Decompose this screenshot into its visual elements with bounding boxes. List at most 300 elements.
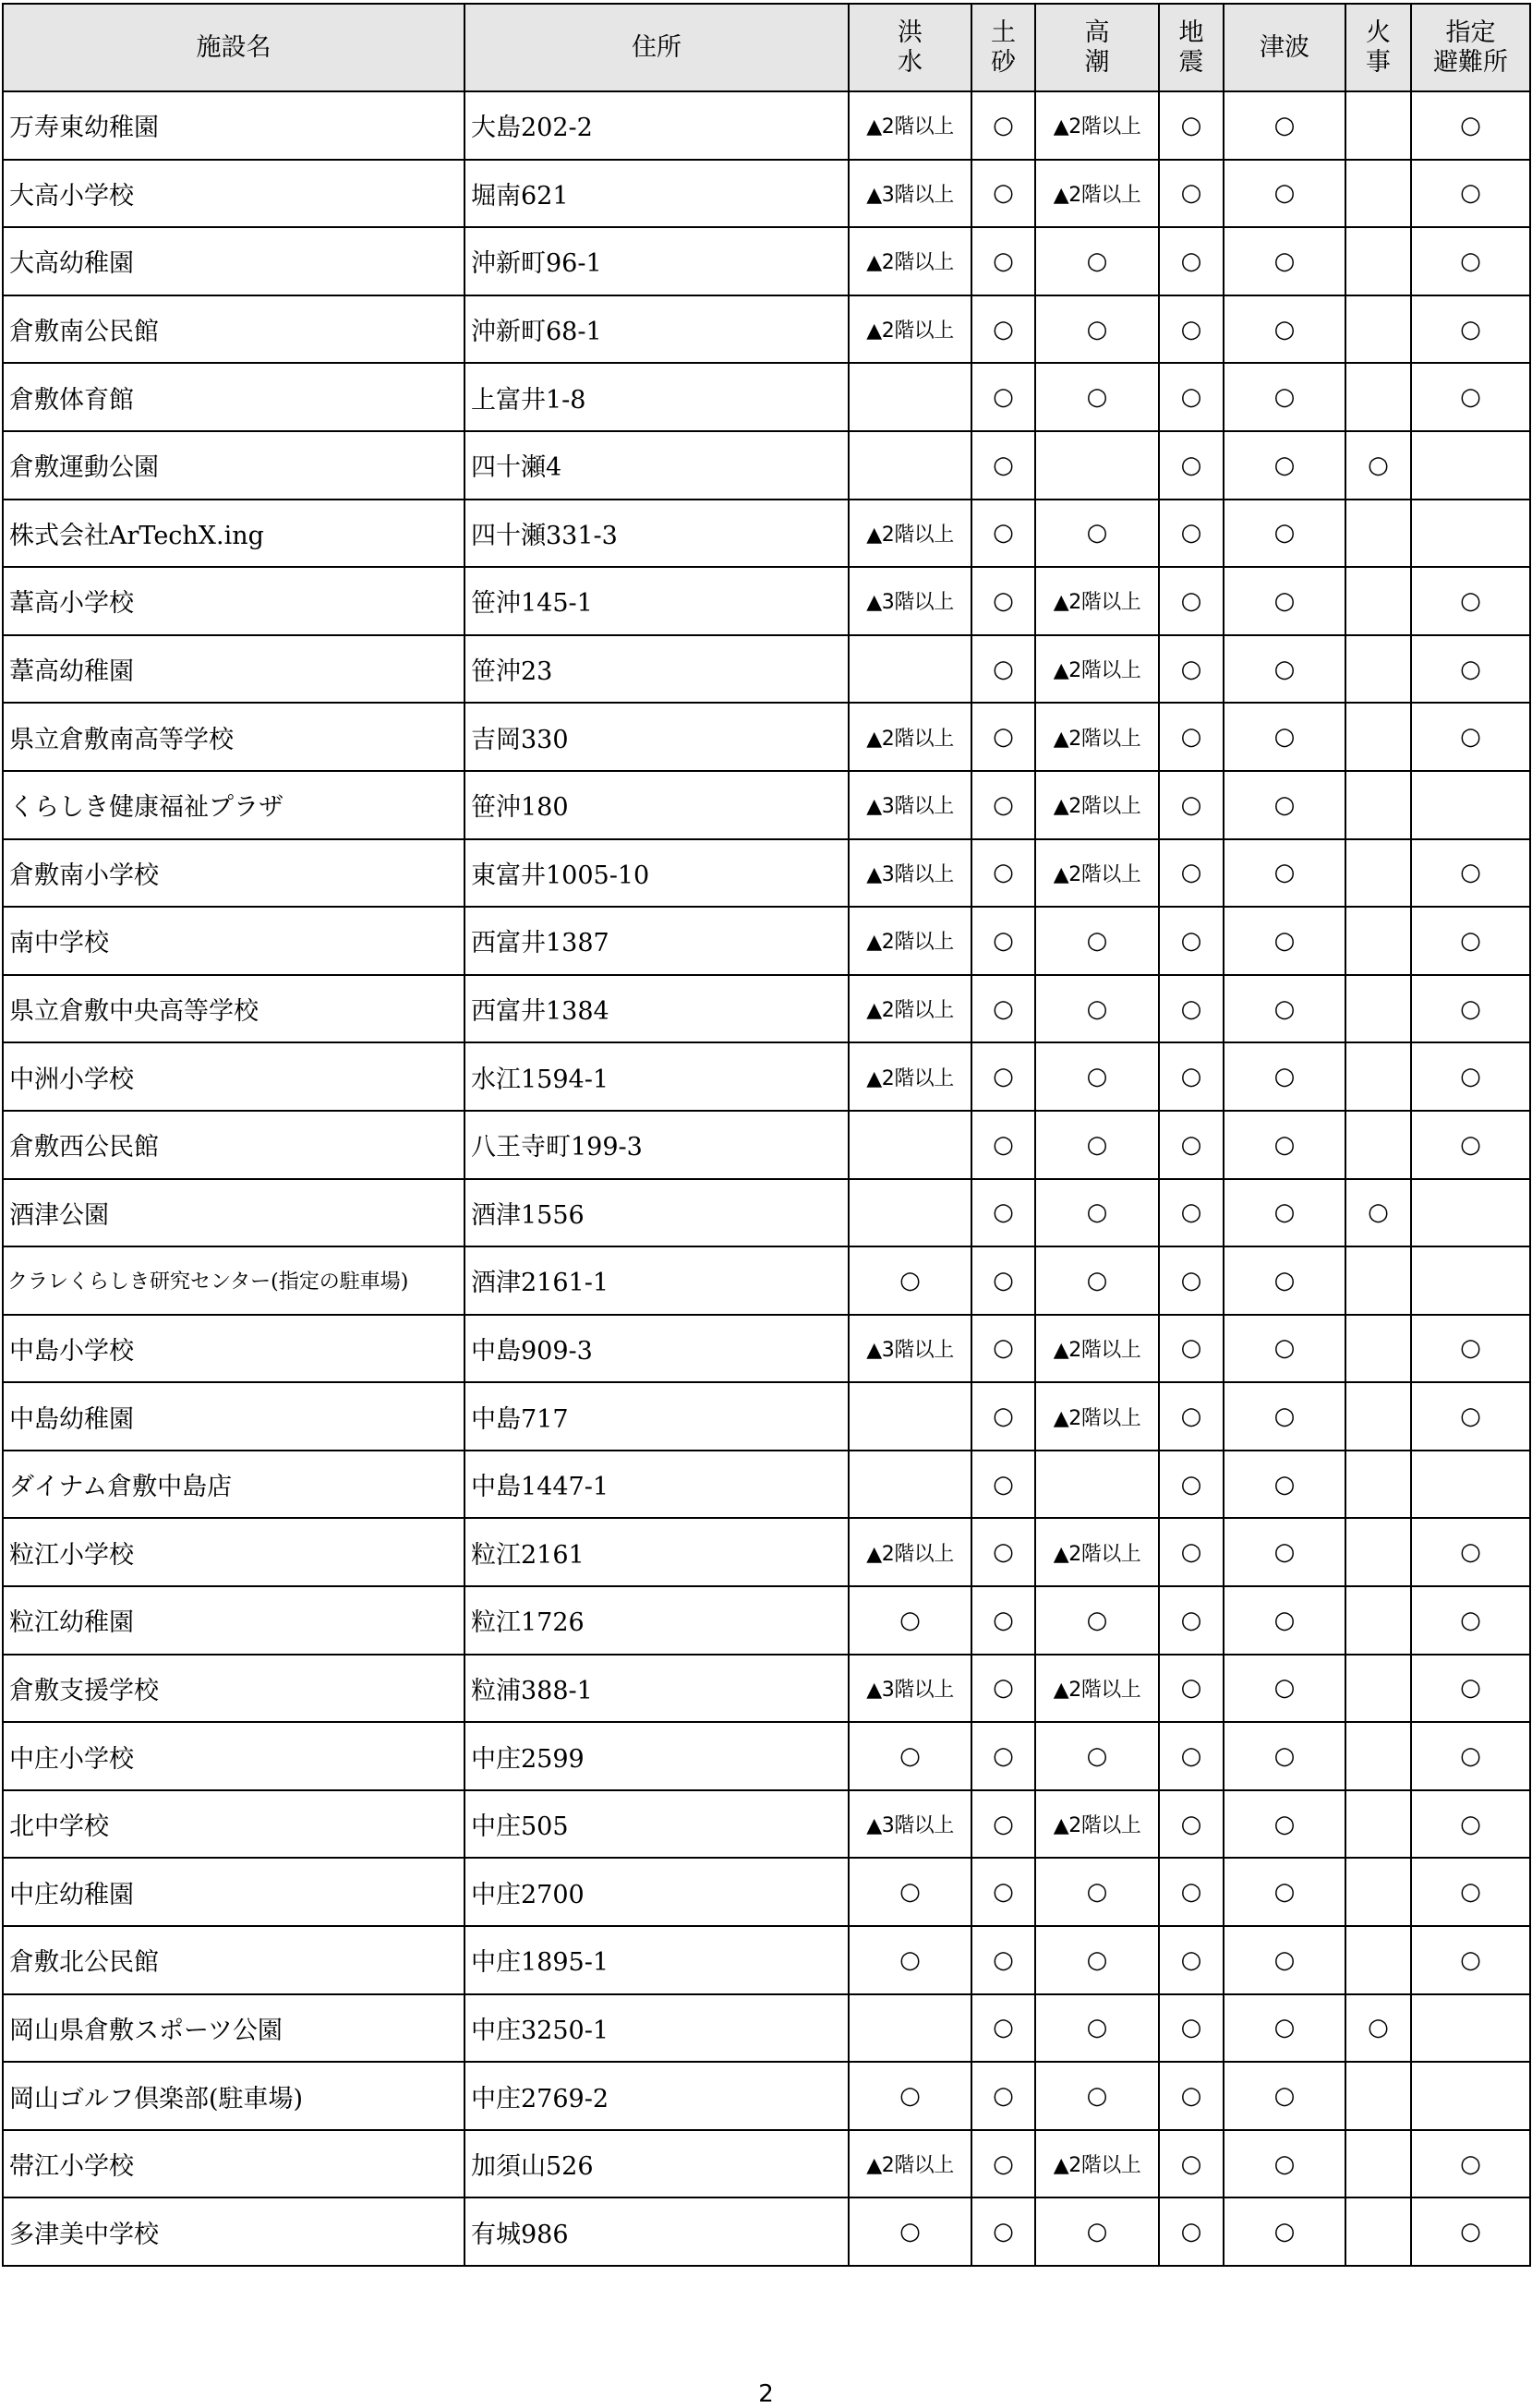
storm-surge-cell: ○ [1035,500,1159,568]
designated-shelter-cell: ○ [1411,2130,1530,2198]
header-tsunami: 津波 [1224,4,1345,91]
landslide-cell: ○ [971,363,1035,431]
landslide-cell: ○ [971,1586,1035,1655]
flood-cell: ○ [849,1858,971,1926]
address-cell: 有城986 [464,2197,849,2266]
fire-cell [1345,703,1411,771]
table-row [3,2130,1530,2198]
address-cell: 粒江2161 [464,1518,849,1586]
address-cell: 上富井1-8 [464,363,849,431]
facility-name-cell: 県立倉敷南高等学校 [3,703,464,771]
earthquake-cell: ○ [1159,1994,1224,2063]
fire-cell [1345,1790,1411,1859]
storm-surge-cell: ○ [1035,227,1159,295]
earthquake-cell: ○ [1159,2062,1224,2130]
facility-name-cell: 葦高小学校 [3,567,464,635]
flood-cell [849,1994,971,2063]
header-storm-surge-line2: 潮 [1084,47,1110,77]
table-row [3,160,1530,228]
facility-name-cell: 粒江小学校 [3,1518,464,1586]
storm-surge-cell: ○ [1035,1042,1159,1111]
tsunami-cell: ○ [1224,1451,1345,1519]
landslide-cell: ○ [971,1451,1035,1519]
fire-cell [1345,1586,1411,1655]
address-cell: 大島202-2 [464,91,849,160]
landslide-cell: ○ [971,91,1035,160]
tsunami-cell: ○ [1224,1586,1345,1655]
fire-cell [1345,1518,1411,1586]
table-row [3,91,1530,160]
fire-cell [1345,1926,1411,1994]
earthquake-cell: ○ [1159,567,1224,635]
flood-cell: ▲2階以上 [849,91,971,160]
storm-surge-cell: ○ [1035,2197,1159,2266]
designated-shelter-cell: ○ [1411,907,1530,975]
fire-cell [1345,227,1411,295]
tsunami-cell: ○ [1224,500,1345,568]
header-storm-surge-line1: 高 [1084,18,1110,47]
header-landslide [971,4,1035,91]
landslide-cell: ○ [971,227,1035,295]
tsunami-cell: ○ [1224,839,1345,908]
facility-name-cell: 中洲小学校 [3,1042,464,1111]
earthquake-cell: ○ [1159,1655,1224,1723]
header-designated-shelter [1411,4,1530,91]
facility-name-cell: 中庄小学校 [3,1722,464,1790]
table-row [3,975,1530,1043]
earthquake-cell: ○ [1159,1382,1224,1451]
facility-name-cell: 県立倉敷中央高等学校 [3,975,464,1043]
fire-cell [1345,1315,1411,1383]
flood-cell [849,1111,971,1179]
flood-cell: ▲2階以上 [849,227,971,295]
flood-cell: ▲2階以上 [849,295,971,364]
flood-cell: ○ [849,1926,971,1994]
tsunami-cell: ○ [1224,1246,1345,1315]
designated-shelter-cell: ○ [1411,635,1530,704]
fire-cell [1345,1722,1411,1790]
storm-surge-cell: ○ [1035,1858,1159,1926]
designated-shelter-cell: ○ [1411,1858,1530,1926]
tsunami-cell: ○ [1224,91,1345,160]
storm-surge-cell: ○ [1035,1246,1159,1315]
fire-cell [1345,363,1411,431]
designated-shelter-cell: ○ [1411,975,1530,1043]
facility-name-cell: くらしき健康福祉プラザ [3,771,464,839]
header-row [3,4,1530,91]
storm-surge-cell: ○ [1035,1722,1159,1790]
earthquake-cell: ○ [1159,227,1224,295]
flood-cell [849,1179,971,1247]
address-cell: 酒津2161-1 [464,1246,849,1315]
tsunami-cell: ○ [1224,1722,1345,1790]
landslide-cell: ○ [971,1790,1035,1859]
earthquake-cell: ○ [1159,1042,1224,1111]
tsunami-cell: ○ [1224,2197,1345,2266]
fire-cell [1345,839,1411,908]
facility-name-cell: 倉敷南公民館 [3,295,464,364]
storm-surge-cell: ○ [1035,975,1159,1043]
table-row [3,1858,1530,1926]
address-cell: 西富井1384 [464,975,849,1043]
table-row [3,1179,1530,1247]
landslide-cell: ○ [971,1518,1035,1586]
tsunami-cell: ○ [1224,1111,1345,1179]
designated-shelter-cell [1411,1179,1530,1247]
landslide-cell: ○ [971,1246,1035,1315]
landslide-cell: ○ [971,1926,1035,1994]
tsunami-cell: ○ [1224,1315,1345,1383]
facility-name-cell: 帯江小学校 [3,2130,464,2198]
tsunami-cell: ○ [1224,2062,1345,2130]
earthquake-cell: ○ [1159,1451,1224,1519]
designated-shelter-cell: ○ [1411,91,1530,160]
address-cell: 笹沖180 [464,771,849,839]
tsunami-cell: ○ [1224,295,1345,364]
tsunami-cell: ○ [1224,160,1345,228]
fire-cell [1345,975,1411,1043]
facility-name-cell: 酒津公園 [3,1179,464,1247]
tsunami-cell: ○ [1224,1926,1345,1994]
landslide-cell: ○ [971,975,1035,1043]
flood-cell: ▲3階以上 [849,771,971,839]
page-number: 2 [758,2380,774,2408]
table-row [3,907,1530,975]
header-flood-line2: 水 [898,47,923,77]
address-cell: 水江1594-1 [464,1042,849,1111]
tsunami-cell: ○ [1224,771,1345,839]
tsunami-cell: ○ [1224,2130,1345,2198]
flood-cell: ▲2階以上 [849,703,971,771]
table-body [3,91,1530,2266]
header-earthquake [1159,4,1224,91]
tsunami-cell: ○ [1224,431,1345,500]
header-fire-line2: 事 [1366,47,1391,77]
storm-surge-cell: ▲2階以上 [1035,1315,1159,1383]
address-cell: 吉岡330 [464,703,849,771]
facility-name-cell: 北中学校 [3,1790,464,1859]
storm-surge-cell: ○ [1035,1994,1159,2063]
earthquake-cell: ○ [1159,635,1224,704]
earthquake-cell: ○ [1159,1246,1224,1315]
designated-shelter-cell [1411,500,1530,568]
fire-cell [1345,1451,1411,1519]
address-cell: 八王寺町199-3 [464,1111,849,1179]
storm-surge-cell: ○ [1035,1586,1159,1655]
facility-name-cell: 中島小学校 [3,1315,464,1383]
facility-name-cell: 倉敷支援学校 [3,1655,464,1723]
address-cell: 沖新町68-1 [464,295,849,364]
flood-cell [849,431,971,500]
address-cell: 粒江1726 [464,1586,849,1655]
table-row [3,1790,1530,1859]
earthquake-cell: ○ [1159,1790,1224,1859]
storm-surge-cell: ▲2階以上 [1035,160,1159,228]
tsunami-cell: ○ [1224,703,1345,771]
table-row [3,2062,1530,2130]
flood-cell [849,1382,971,1451]
landslide-cell: ○ [971,1722,1035,1790]
designated-shelter-cell [1411,1246,1530,1315]
fire-cell [1345,635,1411,704]
flood-cell: ○ [849,1722,971,1790]
facility-name-cell: 倉敷西公民館 [3,1111,464,1179]
header-landslide-line2: 砂 [991,47,1016,77]
header-storm-surge [1035,4,1159,91]
table-row [3,839,1530,908]
earthquake-cell: ○ [1159,771,1224,839]
tsunami-cell: ○ [1224,635,1345,704]
earthquake-cell: ○ [1159,1722,1224,1790]
storm-surge-cell: ▲2階以上 [1035,1382,1159,1451]
table-row [3,1655,1530,1723]
table-row [3,2197,1530,2266]
facility-name-cell: 倉敷北公民館 [3,1926,464,1994]
address-cell: 加須山526 [464,2130,849,2198]
address-cell: 酒津1556 [464,1179,849,1247]
designated-shelter-cell: ○ [1411,363,1530,431]
designated-shelter-cell: ○ [1411,1518,1530,1586]
flood-cell: ▲3階以上 [849,1655,971,1723]
tsunami-cell: ○ [1224,1518,1345,1586]
address-cell: 中庄505 [464,1790,849,1859]
designated-shelter-cell [1411,1994,1530,2063]
fire-cell [1345,160,1411,228]
earthquake-cell: ○ [1159,907,1224,975]
storm-surge-cell: ▲2階以上 [1035,1655,1159,1723]
earthquake-cell: ○ [1159,1926,1224,1994]
designated-shelter-cell [1411,771,1530,839]
flood-cell [849,363,971,431]
landslide-cell: ○ [971,2062,1035,2130]
address-cell: 西富井1387 [464,907,849,975]
header-designated-line2: 避難所 [1433,47,1508,77]
address-cell: 中庄2769-2 [464,2062,849,2130]
facility-name-cell: 粒江幼稚園 [3,1586,464,1655]
address-cell: 中庄2700 [464,1858,849,1926]
flood-cell: ○ [849,2197,971,2266]
designated-shelter-cell: ○ [1411,1722,1530,1790]
storm-surge-cell: ▲2階以上 [1035,2130,1159,2198]
header-flood [849,4,971,91]
facility-name-cell: 倉敷南小学校 [3,839,464,908]
earthquake-cell: ○ [1159,363,1224,431]
address-cell: 四十瀬331-3 [464,500,849,568]
designated-shelter-cell: ○ [1411,160,1530,228]
fire-cell [1345,500,1411,568]
address-cell: 東富井1005-10 [464,839,849,908]
landslide-cell: ○ [971,500,1035,568]
address-cell: 中島717 [464,1382,849,1451]
landslide-cell: ○ [971,635,1035,704]
address-cell: 粒浦388-1 [464,1655,849,1723]
designated-shelter-cell [1411,1451,1530,1519]
landslide-cell: ○ [971,1994,1035,2063]
tsunami-cell: ○ [1224,1994,1345,2063]
header-earthquake-line2: 震 [1178,47,1204,77]
fire-cell: ○ [1345,431,1411,500]
earthquake-cell: ○ [1159,1586,1224,1655]
table-row [3,1994,1530,2063]
flood-cell [849,635,971,704]
fire-cell [1345,1655,1411,1723]
designated-shelter-cell: ○ [1411,1655,1530,1723]
header-landslide-line1: 土 [991,18,1016,47]
facility-name-cell: 中庄幼稚園 [3,1858,464,1926]
table-row [3,1722,1530,1790]
table-row [3,1926,1530,1994]
tsunami-cell: ○ [1224,1790,1345,1859]
landslide-cell: ○ [971,295,1035,364]
earthquake-cell: ○ [1159,1858,1224,1926]
table-row [3,1451,1530,1519]
earthquake-cell: ○ [1159,431,1224,500]
table-row [3,363,1530,431]
designated-shelter-cell: ○ [1411,839,1530,908]
fire-cell [1345,1042,1411,1111]
table-row [3,567,1530,635]
landslide-cell: ○ [971,1179,1035,1247]
tsunami-cell: ○ [1224,567,1345,635]
storm-surge-cell: ○ [1035,1179,1159,1247]
landslide-cell: ○ [971,839,1035,908]
landslide-cell: ○ [971,907,1035,975]
flood-cell: ▲2階以上 [849,1518,971,1586]
facility-name-cell: 葦高幼稚園 [3,635,464,704]
table-row [3,1111,1530,1179]
tsunami-cell: ○ [1224,1655,1345,1723]
facility-name-cell: 南中学校 [3,907,464,975]
earthquake-cell: ○ [1159,1315,1224,1383]
designated-shelter-cell: ○ [1411,1790,1530,1859]
fire-cell [1345,1382,1411,1451]
designated-shelter-cell: ○ [1411,567,1530,635]
earthquake-cell: ○ [1159,703,1224,771]
storm-surge-cell [1035,1451,1159,1519]
fire-cell [1345,2197,1411,2266]
flood-cell: ▲2階以上 [849,907,971,975]
table-row [3,1382,1530,1451]
fire-cell [1345,2130,1411,2198]
designated-shelter-cell: ○ [1411,1586,1530,1655]
table-row [3,1042,1530,1111]
designated-shelter-cell: ○ [1411,1111,1530,1179]
storm-surge-cell: ○ [1035,363,1159,431]
storm-surge-cell: ○ [1035,907,1159,975]
earthquake-cell: ○ [1159,839,1224,908]
tsunami-cell: ○ [1224,1179,1345,1247]
flood-cell: ▲3階以上 [849,567,971,635]
facility-name-cell: 万寿東幼稚園 [3,91,464,160]
header-earthquake-line1: 地 [1178,18,1204,47]
storm-surge-cell: ○ [1035,295,1159,364]
fire-cell [1345,295,1411,364]
designated-shelter-cell: ○ [1411,1042,1530,1111]
storm-surge-cell: ○ [1035,1111,1159,1179]
landslide-cell: ○ [971,431,1035,500]
landslide-cell: ○ [971,703,1035,771]
storm-surge-cell: ○ [1035,1926,1159,1994]
tsunami-cell: ○ [1224,363,1345,431]
storm-surge-cell: ▲2階以上 [1035,91,1159,160]
tsunami-cell: ○ [1224,1382,1345,1451]
landslide-cell: ○ [971,771,1035,839]
fire-cell [1345,567,1411,635]
storm-surge-cell: ▲2階以上 [1035,635,1159,704]
flood-cell: ▲3階以上 [849,1315,971,1383]
table-header [3,4,1530,91]
header-facility-name: 施設名 [3,4,464,91]
fire-cell [1345,1111,1411,1179]
designated-shelter-cell: ○ [1411,1315,1530,1383]
flood-cell: ○ [849,2062,971,2130]
facility-name-cell: 倉敷運動公園 [3,431,464,500]
table-row [3,635,1530,704]
fire-cell [1345,91,1411,160]
facility-name-cell: 多津美中学校 [3,2197,464,2266]
evacuation-facility-table-container [2,3,1531,2267]
table-row [3,431,1530,500]
table-row [3,500,1530,568]
address-cell: 沖新町96-1 [464,227,849,295]
landslide-cell: ○ [971,1111,1035,1179]
designated-shelter-cell: ○ [1411,703,1530,771]
address-cell: 中島1447-1 [464,1451,849,1519]
facility-name-cell: 大高幼稚園 [3,227,464,295]
header-address: 住所 [464,4,849,91]
address-cell: 笹沖23 [464,635,849,704]
tsunami-cell: ○ [1224,1858,1345,1926]
facility-name-cell: ダイナム倉敷中島店 [3,1451,464,1519]
evacuation-facility-table [2,3,1531,2267]
fire-cell: ○ [1345,1179,1411,1247]
header-fire-line1: 火 [1366,18,1391,47]
landslide-cell: ○ [971,567,1035,635]
address-cell: 中庄1895-1 [464,1926,849,1994]
flood-cell: ▲2階以上 [849,1042,971,1111]
storm-surge-cell: ○ [1035,2062,1159,2130]
tsunami-cell: ○ [1224,227,1345,295]
designated-shelter-cell: ○ [1411,227,1530,295]
fire-cell: ○ [1345,1994,1411,2063]
designated-shelter-cell: ○ [1411,2197,1530,2266]
earthquake-cell: ○ [1159,295,1224,364]
facility-name-cell: 岡山ゴルフ倶楽部(駐車場) [3,2062,464,2130]
storm-surge-cell: ▲2階以上 [1035,1518,1159,1586]
landslide-cell: ○ [971,160,1035,228]
table-row [3,295,1530,364]
address-cell: 笹沖145-1 [464,567,849,635]
flood-cell: ▲3階以上 [849,1790,971,1859]
storm-surge-cell: ▲2階以上 [1035,567,1159,635]
designated-shelter-cell: ○ [1411,295,1530,364]
header-fire [1345,4,1411,91]
storm-surge-cell: ▲2階以上 [1035,1790,1159,1859]
fire-cell [1345,2062,1411,2130]
facility-name-cell: 岡山県倉敷スポーツ公園 [3,1994,464,2063]
fire-cell [1345,771,1411,839]
address-cell: 堀南621 [464,160,849,228]
facility-name-cell: 株式会社ArTechX.ing [3,500,464,568]
flood-cell: ▲2階以上 [849,975,971,1043]
landslide-cell: ○ [971,1858,1035,1926]
designated-shelter-cell: ○ [1411,1382,1530,1451]
table-row [3,771,1530,839]
fire-cell [1345,1246,1411,1315]
facility-name-cell: 倉敷体育館 [3,363,464,431]
earthquake-cell: ○ [1159,91,1224,160]
table-row [3,1246,1530,1315]
